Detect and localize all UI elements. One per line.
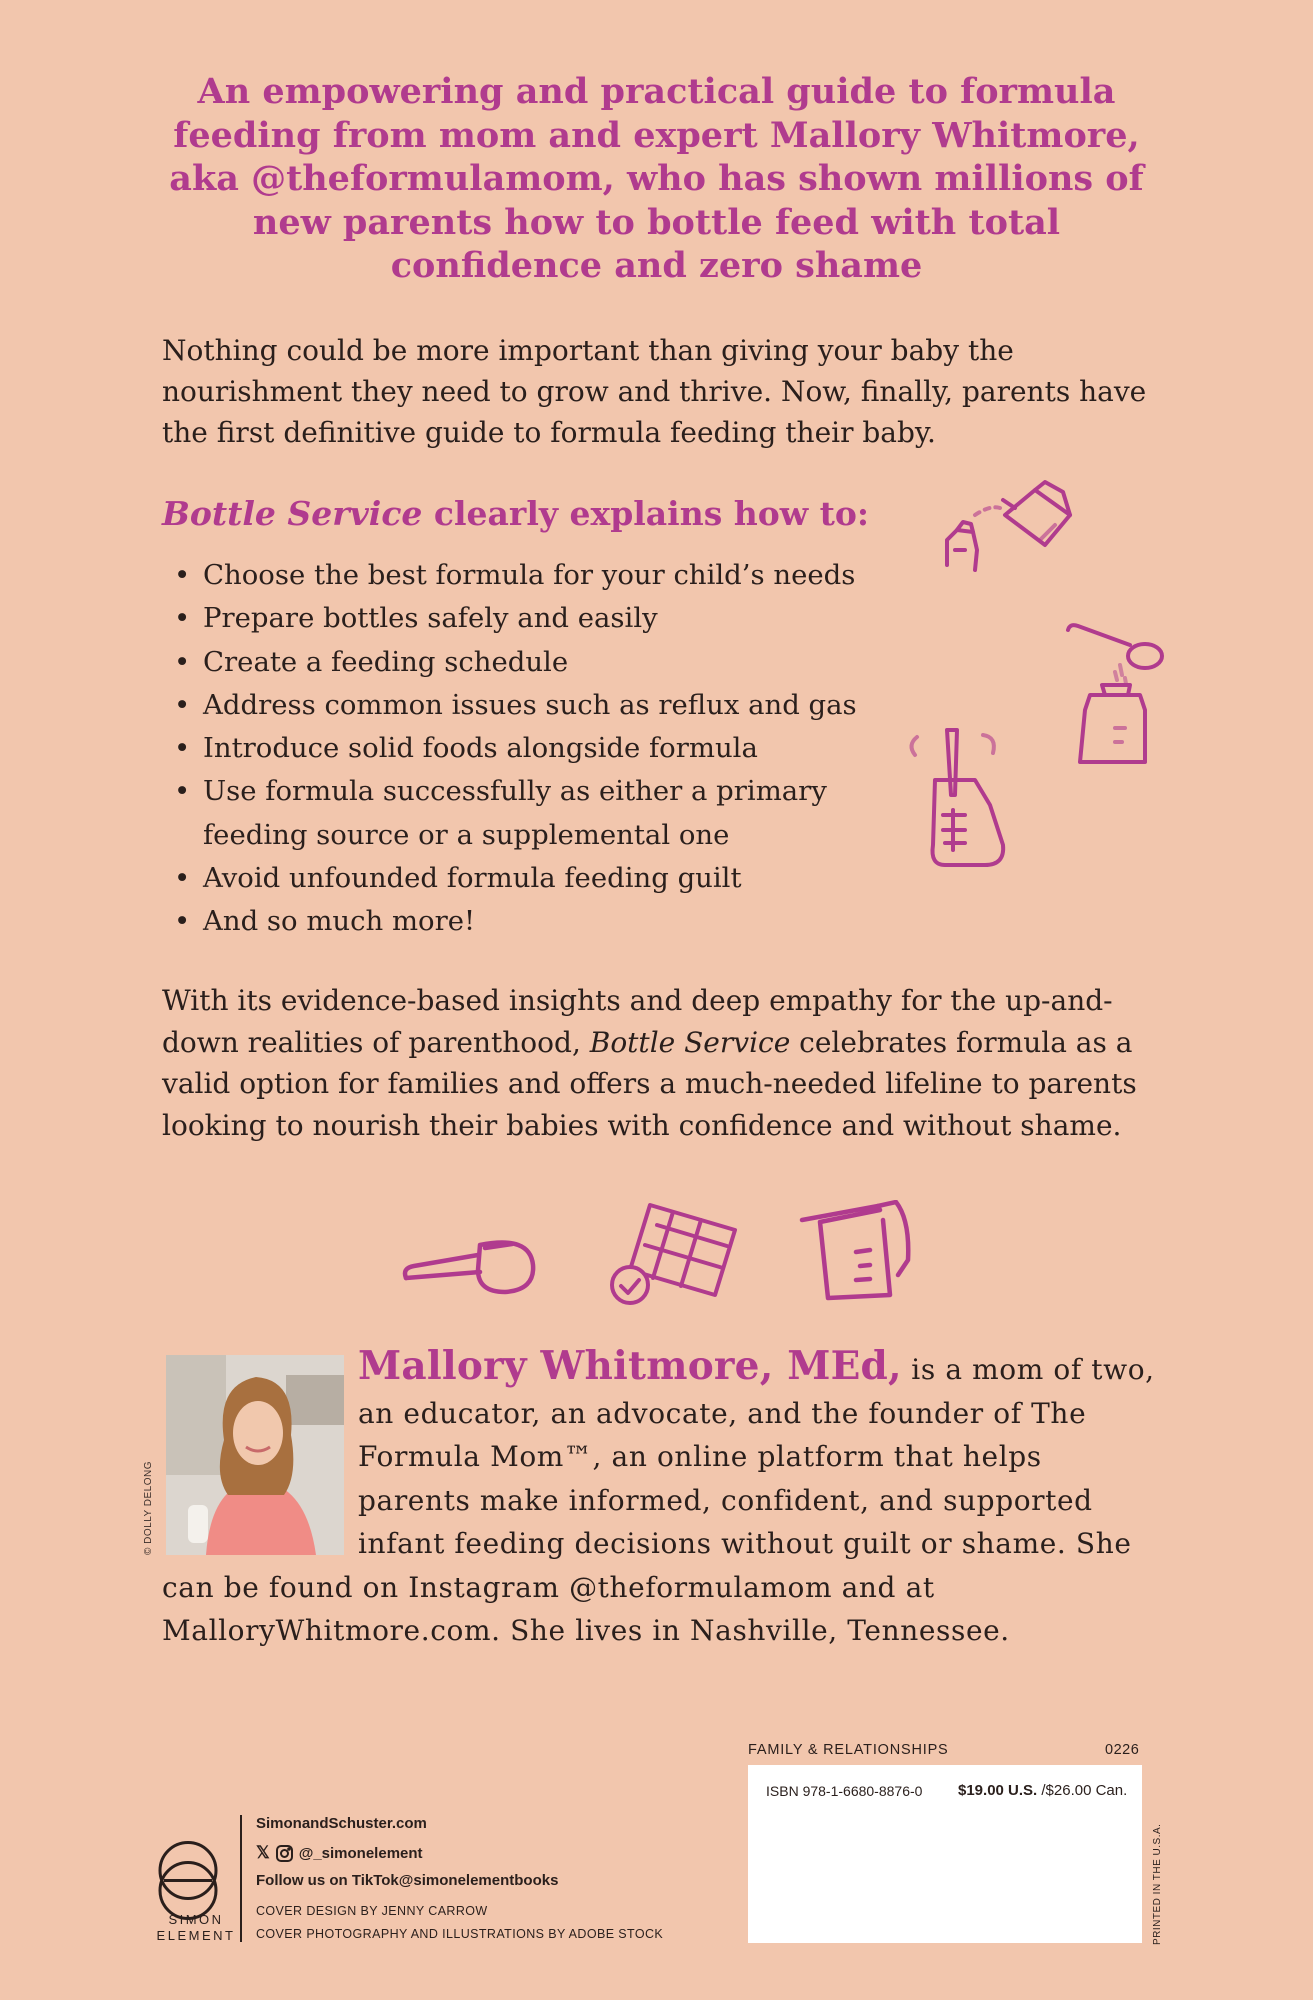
printed-in: PRINTED IN THE U.S.A. [1152,1823,1163,1945]
price-can: /$26.00 Can. [1037,1782,1128,1799]
x-logo-icon: 𝕏 [256,1843,270,1862]
headline: An empowering and practical guide to formula feeding from mom and expert Mallory Whitmore, aka @theformulamom, who has shown millions of new parents how to bottle feed with total confidence and zero shame [169,71,1144,286]
bullet-item: • Address common issues such as reflux and gas [170,684,910,727]
author-bio [162,1345,1162,1653]
kettle-pour-icon [935,470,1085,580]
list-title-book: Bottle Service [162,494,423,533]
bullet-item: • And so much more! [170,900,910,943]
spoon-bottle-icon [1060,620,1170,770]
closing-book: Bottle Service [589,1025,791,1059]
intro-paragraph: Nothing could be more important than giving your baby the nourishment they need to grow and thrive. Now, finally, parents have the first definitive guide to formula feeding their baby. [162,334,1147,449]
brand-line-2: ELEMENT [156,1928,236,1943]
price-us: $19.00 U.S. [958,1782,1038,1799]
social-handle: @_simonelement [298,1844,423,1862]
publisher-brand [146,1912,246,1944]
cover-photo-credit: COVER PHOTOGRAPHY AND ILLUSTRATIONS BY ADOBE STOCK [256,1927,664,1941]
price [958,1782,1127,1799]
author-name: Mallory Whitmore, MEd, [358,1343,902,1389]
bullet-item: • Use formula successfully as either a primary feeding source or a supplemental one [170,770,910,857]
photo-credit: © DOLLY DELONG [143,1460,154,1555]
list-title-rest: clearly explains how to: [422,494,870,533]
barcode-box [748,1765,1142,1943]
bullet-item: • Choose the best formula for your child’s needs [170,554,910,597]
isbn: ISBN 978-1-6680-8876-0 [766,1783,923,1799]
footer-divider [240,1815,242,1942]
measuring-cup-icon [798,1200,916,1305]
bullet-item: • Create a feeding schedule [170,641,910,684]
bullet-item: • Prepare bottles safely and easily [170,597,910,640]
list-title [162,494,869,533]
closing-before: With its evidence-based insights and deep empathy for the up-and-down realities of parenthood, [162,984,1113,1059]
brand-line-1: SIMON [168,1912,224,1927]
bullet-list [170,554,910,944]
checklist-icon [605,1200,740,1310]
publisher-website: SimonandSchuster.com [256,1815,427,1832]
social-row [256,1843,423,1863]
category-code: 0226 [1105,1742,1140,1758]
category-label: FAMILY & RELATIONSHIPS [748,1742,949,1758]
bullet-item: • Avoid unfounded formula feeding guilt [170,857,910,900]
author-bio-text: is a mom of two, an educator, an advocate, and the founder of The Formula Mom™, an online platform that helps parents make informed, confident, and supported infant feeding decisions without guilt or shame. She can be found on Instagram @theformulamom and at MalloryWhitmore.com. She lives in Nashville, Tennessee. [162,1353,1155,1647]
tiktok-line: Follow us on TikTok@simonelementbooks [256,1872,559,1889]
measuring-scoop-icon [400,1210,540,1300]
closing-after: celebrates formula as a valid option for families and offers a much-needed lifeline to parents looking to nourish their babies with confidence and without shame. [162,1025,1137,1142]
bullet-item: • Introduce solid foods alongside formula [170,727,910,770]
bottle-brush-icon [905,725,1025,870]
instagram-icon [276,1845,293,1862]
closing-paragraph [162,980,1162,1146]
cover-design-credit: COVER DESIGN BY JENNY CARROW [256,1904,488,1918]
